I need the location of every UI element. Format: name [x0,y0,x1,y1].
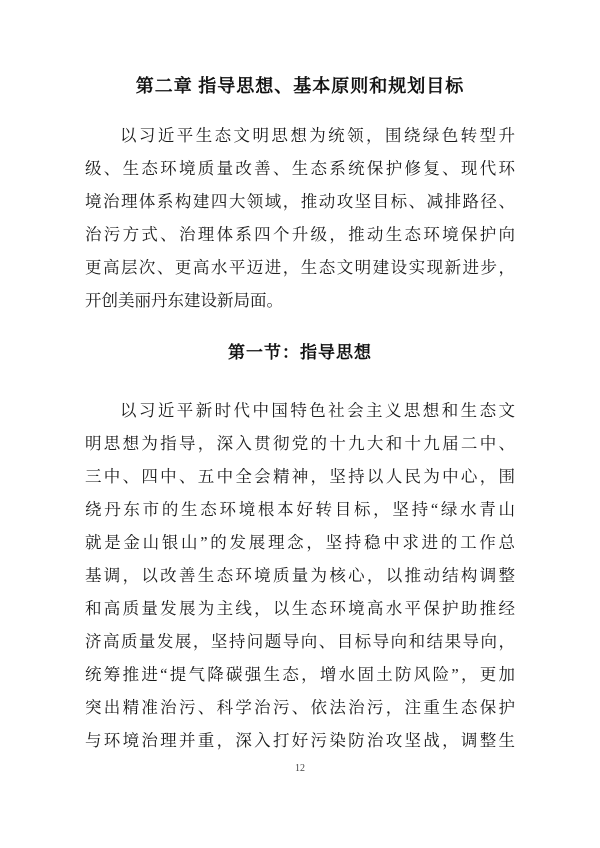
page-number: 12 [295,763,305,774]
text-line: 明思想为指导，深入贯彻党的十九大和十九届二中、 [85,434,515,453]
text-line: 以习近平生态文明思想为统领，围绕绿色转型升 [120,126,515,145]
text-line: 以习近平新时代中国特色社会主义思想和生态文 [120,401,515,420]
text-line: 绕丹东市的生态环境根本好转目标，坚持“绿水青山 [85,500,515,519]
text-line: 济高质量发展，坚持问题导向、目标导向和结果导向， [85,632,515,651]
paragraph-2 [85,394,515,757]
text-line: 突出精准治污、科学治污、依法治污，注重生态保护 [85,698,515,717]
text-line: 级、生态环境质量改善、生态系统保护修复、现代环 [85,159,515,178]
section-title: 第一节：指导思想 [228,343,372,362]
chapter-title: 第二章 指导思想、基本原则和规划目标 [135,76,465,96]
text-line: 基调，以改善生态环境质量为核心，以推动结构调整 [85,566,515,585]
text-line: 更高层次、更高水平迈进，生态文明建设实现新进步， [85,258,515,277]
text-line: 治污方式、治理体系四个升级，推动生态环境保护向 [85,225,515,244]
text-line: 和高质量发展为主线，以生态环境高水平保护助推经 [85,599,515,618]
paragraph-1 [85,119,515,317]
text-line: 就是金山银山”的发展理念，坚持稳中求进的工作总 [85,533,515,552]
text-line: 与环境治理并重，深入打好污染防治攻坚战，调整生 [85,731,515,750]
text-line: 统筹推进“提气降碳强生态，增水固土防风险”，更加 [85,665,515,684]
text-line: 三中、四中、五中全会精神，坚持以人民为中心，围 [85,467,515,486]
text-line: 开创美丽丹东建设新局面。 [85,291,283,310]
text-line: 境治理体系构建四大领域，推动攻坚目标、减排路径、 [85,192,515,211]
